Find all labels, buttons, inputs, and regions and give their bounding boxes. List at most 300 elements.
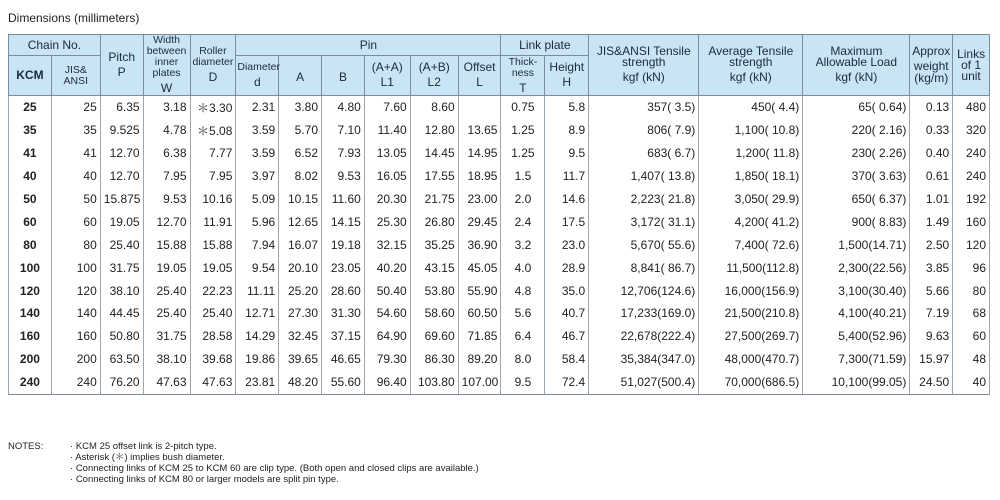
pin-offset-cell: 71.85 <box>458 325 501 348</box>
roller-cell: 25.40 <box>190 302 236 325</box>
kcm-cell: 80 <box>9 233 52 256</box>
jis-tensile-cell: 17,233(169.0) <box>589 302 699 325</box>
pin-a-cell: 39.65 <box>279 348 322 371</box>
height-cell: 17.5 <box>545 210 589 233</box>
max-load-cell: 650( 6.37) <box>803 188 910 211</box>
weight-cell: 2.50 <box>910 233 953 256</box>
weight-cell: 24.50 <box>910 371 953 394</box>
width-cell: 6.38 <box>143 142 190 165</box>
pin-b-cell: 31.30 <box>322 302 365 325</box>
pin-l1-symbol: L1 <box>380 75 394 89</box>
table-row <box>9 142 990 165</box>
pin-a-cell: 32.45 <box>279 325 322 348</box>
pin-l2-cell: 69.60 <box>410 325 458 348</box>
thickness-header <box>501 56 545 96</box>
kcm-cell: 50 <box>9 188 52 211</box>
pin-diameter-header <box>236 56 279 96</box>
thickness-cell: 3.2 <box>501 233 545 256</box>
avg-tensile-cell: 48,000(470.7) <box>699 348 803 371</box>
pin-l2-cell: 43.15 <box>410 256 458 279</box>
links-cell: 48 <box>953 348 990 371</box>
table-row <box>9 348 990 371</box>
pin-b-symbol: B <box>338 69 347 84</box>
jis-tensile-cell: 2,223( 21.8) <box>589 188 699 211</box>
pin-offset-cell: 29.45 <box>458 210 501 233</box>
avg-tensile-cell: 21,500(210.8) <box>699 302 803 325</box>
width-cell: 3.18 <box>143 96 190 119</box>
pin-diameter-cell: 11.11 <box>236 279 279 302</box>
pin-a-cell: 10.15 <box>279 188 322 211</box>
jis-cell: 140 <box>51 302 100 325</box>
table-body <box>9 96 990 395</box>
table-row <box>9 325 990 348</box>
max-load-cell: 10,100(99.05) <box>803 371 910 394</box>
pin-offset-cell: 60.50 <box>458 302 501 325</box>
pin-l2-cell: 35.25 <box>410 233 458 256</box>
jis-tensile-header <box>589 35 699 96</box>
pin-a-cell: 48.20 <box>279 371 322 394</box>
pin-l2-cell: 21.75 <box>410 188 458 211</box>
pin-offset-cell: 107.00 <box>458 371 501 394</box>
avg-tensile-label: Average Tensile strength <box>708 44 794 69</box>
max-load-cell: 220( 2.16) <box>803 119 910 142</box>
height-cell: 5.8 <box>545 96 589 119</box>
links-cell: 96 <box>953 256 990 279</box>
pin-offset-cell <box>458 96 501 119</box>
weight-cell: 15.97 <box>910 348 953 371</box>
jis-cell: 60 <box>51 210 100 233</box>
width-header <box>143 35 190 96</box>
approx-label: Approx <box>912 44 951 58</box>
width-label: Width between inner plates <box>146 34 187 79</box>
pitch-cell: 9.525 <box>100 119 143 142</box>
pin-b-cell: 46.65 <box>322 348 365 371</box>
height-symbol: H <box>562 75 572 89</box>
header-row-1 <box>9 35 990 56</box>
height-cell: 58.4 <box>545 348 589 371</box>
pin-diameter-cell: 9.54 <box>236 256 279 279</box>
jis-cell: 40 <box>51 165 100 188</box>
pin-a-cell: 20.10 <box>279 256 322 279</box>
kcm-cell: 41 <box>9 142 52 165</box>
pin-a-symbol: A <box>296 69 305 84</box>
thickness-cell: 1.5 <box>501 165 545 188</box>
pin-diameter-cell: 3.59 <box>236 142 279 165</box>
pitch-cell: 12.70 <box>100 142 143 165</box>
pin-a-cell: 3.80 <box>279 96 322 119</box>
links-header: Links of 1 unit <box>953 35 990 96</box>
pitch-cell: 25.40 <box>100 233 143 256</box>
pin-b-cell: 9.53 <box>322 165 365 188</box>
avg-tensile-cell: 4,200( 41.2) <box>699 210 803 233</box>
thickness-cell: 4.8 <box>501 279 545 302</box>
kcm-cell: 40 <box>9 165 52 188</box>
roller-cell: 11.91 <box>190 210 236 233</box>
max-load-cell: 1,500(14.71) <box>803 233 910 256</box>
pin-l2-cell: 53.80 <box>410 279 458 302</box>
note-item: · KCM 25 offset link is 2-pitch type. <box>70 441 479 452</box>
pin-diameter-cell: 23.81 <box>236 371 279 394</box>
pitch-cell: 6.35 <box>100 96 143 119</box>
max-load-unit: kgf (kN) <box>835 70 878 84</box>
pin-l1-cell: 54.60 <box>364 302 410 325</box>
avg-tensile-cell: 16,000(156.9) <box>699 279 803 302</box>
jis-tensile-cell: 1,407( 13.8) <box>589 165 699 188</box>
pin-l1-cell: 25.30 <box>364 210 410 233</box>
pin-offset-cell: 23.00 <box>458 188 501 211</box>
table-row <box>9 302 990 325</box>
pin-a-cell: 27.30 <box>279 302 322 325</box>
kcm-cell: 140 <box>9 302 52 325</box>
max-load-cell: 5,400(52.96) <box>803 325 910 348</box>
thickness-symbol: T <box>519 80 527 95</box>
jis-tensile-cell: 51,027(500.4) <box>589 371 699 394</box>
height-cell: 11.7 <box>545 165 589 188</box>
pitch-cell: 50.80 <box>100 325 143 348</box>
pin-b-cell: 14.15 <box>322 210 365 233</box>
table-caption: Dimensions (millimeters) <box>8 11 140 25</box>
roller-cell: 7.77 <box>190 142 236 165</box>
pitch-cell: 12.70 <box>100 165 143 188</box>
note-item: · Connecting links of KCM 80 or larger models are split pin type. <box>70 474 479 485</box>
pitch-cell: 19.05 <box>100 210 143 233</box>
links-cell: 240 <box>953 142 990 165</box>
height-cell: 23.0 <box>545 233 589 256</box>
pin-a-cell: 25.20 <box>279 279 322 302</box>
pin-l1-cell: 64.90 <box>364 325 410 348</box>
roller-cell: 22.23 <box>190 279 236 302</box>
pin-diameter-cell: 3.59 <box>236 119 279 142</box>
thickness-cell: 2.0 <box>501 188 545 211</box>
height-header <box>545 56 589 96</box>
avg-tensile-cell: 11,500(112.8) <box>699 256 803 279</box>
pin-l2-symbol: L2 <box>427 75 441 89</box>
pitch-cell: 15.875 <box>100 188 143 211</box>
links-cell: 80 <box>953 279 990 302</box>
table-row <box>9 119 990 142</box>
pin-l1-cell: 13.05 <box>364 142 410 165</box>
pin-l1-cell: 32.15 <box>364 233 410 256</box>
max-load-cell: 4,100(40.21) <box>803 302 910 325</box>
kcm-cell: 160 <box>9 325 52 348</box>
roller-cell: 39.68 <box>190 348 236 371</box>
note-item: · Connecting links of KCM 25 to KCM 60 are clip type. (Both open and closed clips are available.) <box>70 463 479 474</box>
thickness-cell: 1.25 <box>501 119 545 142</box>
pin-diameter-symbol: d <box>253 75 261 89</box>
jis-tensile-cell: 8,841( 86.7) <box>589 256 699 279</box>
width-cell: 12.70 <box>143 210 190 233</box>
pin-diameter-cell: 12.71 <box>236 302 279 325</box>
pin-l2-cell: 14.45 <box>410 142 458 165</box>
pin-b-cell: 23.05 <box>322 256 365 279</box>
links-cell: 320 <box>953 119 990 142</box>
avg-tensile-cell: 450( 4.4) <box>699 96 803 119</box>
pin-b-cell: 55.60 <box>322 371 365 394</box>
weight-cell: 0.61 <box>910 165 953 188</box>
thickness-cell: 2.4 <box>501 210 545 233</box>
height-cell: 28.9 <box>545 256 589 279</box>
pin-a-cell: 8.02 <box>279 165 322 188</box>
table-row <box>9 233 990 256</box>
kcm-cell: 60 <box>9 210 52 233</box>
roller-cell: ＊5.08 <box>190 119 236 142</box>
chain-no-header: Chain No. <box>9 35 101 56</box>
notes-label: NOTES: <box>8 441 44 452</box>
note-item: · Asterisk (＊) implies bush diameter. <box>70 452 479 463</box>
pin-a-cell: 6.52 <box>279 142 322 165</box>
weight-cell: 0.33 <box>910 119 953 142</box>
thickness-cell: 0.75 <box>501 96 545 119</box>
max-load-cell: 2,300(22.56) <box>803 256 910 279</box>
pin-b-cell: 4.80 <box>322 96 365 119</box>
jis-cell: 25 <box>51 96 100 119</box>
pin-b-header <box>322 56 365 96</box>
pin-a-cell: 16.07 <box>279 233 322 256</box>
pin-l1-label: (A+A) <box>371 60 403 74</box>
kcm-header: KCM <box>9 56 52 96</box>
pin-b-cell: 7.10 <box>322 119 365 142</box>
jis-tensile-unit: kgf (kN) <box>622 70 665 84</box>
pin-l2-cell: 12.80 <box>410 119 458 142</box>
width-cell: 38.10 <box>143 348 190 371</box>
links-cell: 120 <box>953 233 990 256</box>
roller-cell: ＊3.30 <box>190 96 236 119</box>
weight-label: weight <box>913 59 949 73</box>
pin-l1-cell: 7.60 <box>364 96 410 119</box>
jis-ansi-header: JIS& ANSI <box>51 56 100 96</box>
pitch-cell: 63.50 <box>100 348 143 371</box>
width-cell: 47.63 <box>143 371 190 394</box>
thickness-cell: 8.0 <box>501 348 545 371</box>
pin-l2-cell: 8.60 <box>410 96 458 119</box>
weight-cell: 7.19 <box>910 302 953 325</box>
max-load-label: Maximum Allowable Load <box>815 44 898 69</box>
pin-b-cell: 19.18 <box>322 233 365 256</box>
pin-l1-cell: 96.40 <box>364 371 410 394</box>
pin-b-cell: 37.15 <box>322 325 365 348</box>
roller-cell: 19.05 <box>190 256 236 279</box>
thickness-cell: 6.4 <box>501 325 545 348</box>
height-label: Height <box>549 60 585 74</box>
links-cell: 40 <box>953 371 990 394</box>
pin-l2-label: (A+B) <box>418 60 450 74</box>
pin-offset-cell: 36.90 <box>458 233 501 256</box>
roller-cell: 47.63 <box>190 371 236 394</box>
pitch-symbol: P <box>117 64 126 79</box>
width-cell: 15.88 <box>143 233 190 256</box>
pin-l2-header <box>410 56 458 96</box>
pin-diameter-cell: 5.96 <box>236 210 279 233</box>
pin-offset-header <box>458 56 501 96</box>
pin-diameter-cell: 19.86 <box>236 348 279 371</box>
max-load-cell: 230( 2.26) <box>803 142 910 165</box>
avg-tensile-cell: 1,100( 10.8) <box>699 119 803 142</box>
width-cell: 25.40 <box>143 279 190 302</box>
max-load-cell: 900( 8.83) <box>803 210 910 233</box>
max-load-cell: 7,300(71.59) <box>803 348 910 371</box>
roller-cell: 7.95 <box>190 165 236 188</box>
pin-diameter-cell: 2.31 <box>236 96 279 119</box>
max-load-cell: 65( 0.64) <box>803 96 910 119</box>
thickness-cell: 9.5 <box>501 371 545 394</box>
pin-offset-cell: 55.90 <box>458 279 501 302</box>
width-cell: 7.95 <box>143 165 190 188</box>
thickness-cell: 5.6 <box>501 302 545 325</box>
jis-tensile-cell: 35,384(347.0) <box>589 348 699 371</box>
pin-l1-cell: 40.20 <box>364 256 410 279</box>
jis-tensile-cell: 3,172( 31.1) <box>589 210 699 233</box>
pin-b-cell: 11.60 <box>322 188 365 211</box>
links-cell: 68 <box>953 302 990 325</box>
pitch-cell: 76.20 <box>100 371 143 394</box>
avg-tensile-cell: 1,850( 18.1) <box>699 165 803 188</box>
height-cell: 72.4 <box>545 371 589 394</box>
pin-l1-cell: 50.40 <box>364 279 410 302</box>
pin-l2-cell: 103.80 <box>410 371 458 394</box>
pitch-cell: 38.10 <box>100 279 143 302</box>
height-cell: 35.0 <box>545 279 589 302</box>
pin-l1-cell: 16.05 <box>364 165 410 188</box>
kcm-cell: 120 <box>9 279 52 302</box>
height-cell: 8.9 <box>545 119 589 142</box>
notes-section <box>8 441 479 485</box>
weight-cell: 1.49 <box>910 210 953 233</box>
roller-symbol: D <box>208 70 218 84</box>
jis-tensile-cell: 683( 6.7) <box>589 142 699 165</box>
pin-offset-cell: 18.95 <box>458 165 501 188</box>
pin-l1-cell: 79.30 <box>364 348 410 371</box>
pin-diameter-label: Diameter <box>237 61 280 73</box>
kcm-cell: 200 <box>9 348 52 371</box>
weight-cell: 9.63 <box>910 325 953 348</box>
pin-a-header <box>279 56 322 96</box>
roller-cell: 15.88 <box>190 233 236 256</box>
jis-cell: 80 <box>51 233 100 256</box>
pin-l2-cell: 86.30 <box>410 348 458 371</box>
width-cell: 31.75 <box>143 325 190 348</box>
weight-unit: (kg/m) <box>914 71 949 85</box>
roller-cell: 10.16 <box>190 188 236 211</box>
pin-offset-cell: 14.95 <box>458 142 501 165</box>
pin-l1-header <box>364 56 410 96</box>
avg-tensile-cell: 7,400( 72.6) <box>699 233 803 256</box>
jis-cell: 35 <box>51 119 100 142</box>
height-cell: 40.7 <box>545 302 589 325</box>
table-row <box>9 279 990 302</box>
width-cell: 4.78 <box>143 119 190 142</box>
jis-cell: 240 <box>51 371 100 394</box>
pin-l2-cell: 17.55 <box>410 165 458 188</box>
kcm-cell: 100 <box>9 256 52 279</box>
table-row <box>9 165 990 188</box>
avg-tensile-cell: 3,050( 29.9) <box>699 188 803 211</box>
pitch-cell: 44.45 <box>100 302 143 325</box>
thickness-cell: 1.25 <box>501 142 545 165</box>
jis-cell: 200 <box>51 348 100 371</box>
avg-tensile-cell: 27,500(269.7) <box>699 325 803 348</box>
max-load-cell: 3,100(30.40) <box>803 279 910 302</box>
jis-cell: 160 <box>51 325 100 348</box>
jis-tensile-label: JIS&ANSI Tensile strength <box>596 44 691 69</box>
table-row <box>9 188 990 211</box>
pin-b-cell: 7.93 <box>322 142 365 165</box>
links-cell: 192 <box>953 188 990 211</box>
width-cell: 19.05 <box>143 256 190 279</box>
jis-tensile-cell: 22,678(222.4) <box>589 325 699 348</box>
notes-list <box>8 441 479 485</box>
link-plate-header: Link plate <box>501 35 589 56</box>
roller-cell: 28.58 <box>190 325 236 348</box>
weight-cell: 0.40 <box>910 142 953 165</box>
links-cell: 160 <box>953 210 990 233</box>
pin-offset-cell: 45.05 <box>458 256 501 279</box>
pin-diameter-cell: 7.94 <box>236 233 279 256</box>
chain-spec-table <box>8 34 990 395</box>
kcm-cell: 240 <box>9 371 52 394</box>
jis-cell: 50 <box>51 188 100 211</box>
pitch-label: Pitch <box>108 49 136 64</box>
pin-a-cell: 5.70 <box>279 119 322 142</box>
thickness-label: Thick- ness <box>508 55 538 79</box>
links-cell: 240 <box>953 165 990 188</box>
jis-cell: 120 <box>51 279 100 302</box>
height-cell: 46.7 <box>545 325 589 348</box>
pin-l2-cell: 26.80 <box>410 210 458 233</box>
height-cell: 9.5 <box>545 142 589 165</box>
max-load-header <box>803 35 910 96</box>
kcm-cell: 35 <box>9 119 52 142</box>
pin-l2-cell: 58.60 <box>410 302 458 325</box>
table-row <box>9 371 990 394</box>
pin-diameter-cell: 5.09 <box>236 188 279 211</box>
weight-cell: 0.13 <box>910 96 953 119</box>
roller-label: Roller diameter <box>192 45 234 68</box>
avg-tensile-cell: 1,200( 11.8) <box>699 142 803 165</box>
table-row <box>9 256 990 279</box>
pitch-header <box>100 35 143 96</box>
avg-tensile-cell: 70,000(686.5) <box>699 371 803 394</box>
pitch-cell: 31.75 <box>100 256 143 279</box>
max-load-cell: 370( 3.63) <box>803 165 910 188</box>
kcm-cell: 25 <box>9 96 52 119</box>
links-cell: 60 <box>953 325 990 348</box>
pin-l1-cell: 11.40 <box>364 119 410 142</box>
width-cell: 25.40 <box>143 302 190 325</box>
pin-offset-symbol: L <box>476 75 483 89</box>
pin-b-cell: 28.60 <box>322 279 365 302</box>
weight-cell: 5.66 <box>910 279 953 302</box>
avg-tensile-header <box>699 35 803 96</box>
pin-diameter-cell: 3.97 <box>236 165 279 188</box>
jis-tensile-cell: 12,706(124.6) <box>589 279 699 302</box>
pin-header: Pin <box>236 35 501 56</box>
jis-cell: 41 <box>51 142 100 165</box>
pin-l1-cell: 20.30 <box>364 188 410 211</box>
pin-diameter-cell: 14.29 <box>236 325 279 348</box>
jis-tensile-cell: 357( 3.5) <box>589 96 699 119</box>
weight-cell: 1.01 <box>910 188 953 211</box>
avg-tensile-unit: kgf (kN) <box>729 70 772 84</box>
table-row <box>9 96 990 119</box>
jis-tensile-cell: 806( 7.9) <box>589 119 699 142</box>
pin-a-cell: 12.65 <box>279 210 322 233</box>
width-symbol: W <box>160 81 173 95</box>
thickness-cell: 4.0 <box>501 256 545 279</box>
table-row <box>9 210 990 233</box>
roller-header <box>190 35 236 96</box>
pin-offset-cell: 89.20 <box>458 348 501 371</box>
jis-cell: 100 <box>51 256 100 279</box>
